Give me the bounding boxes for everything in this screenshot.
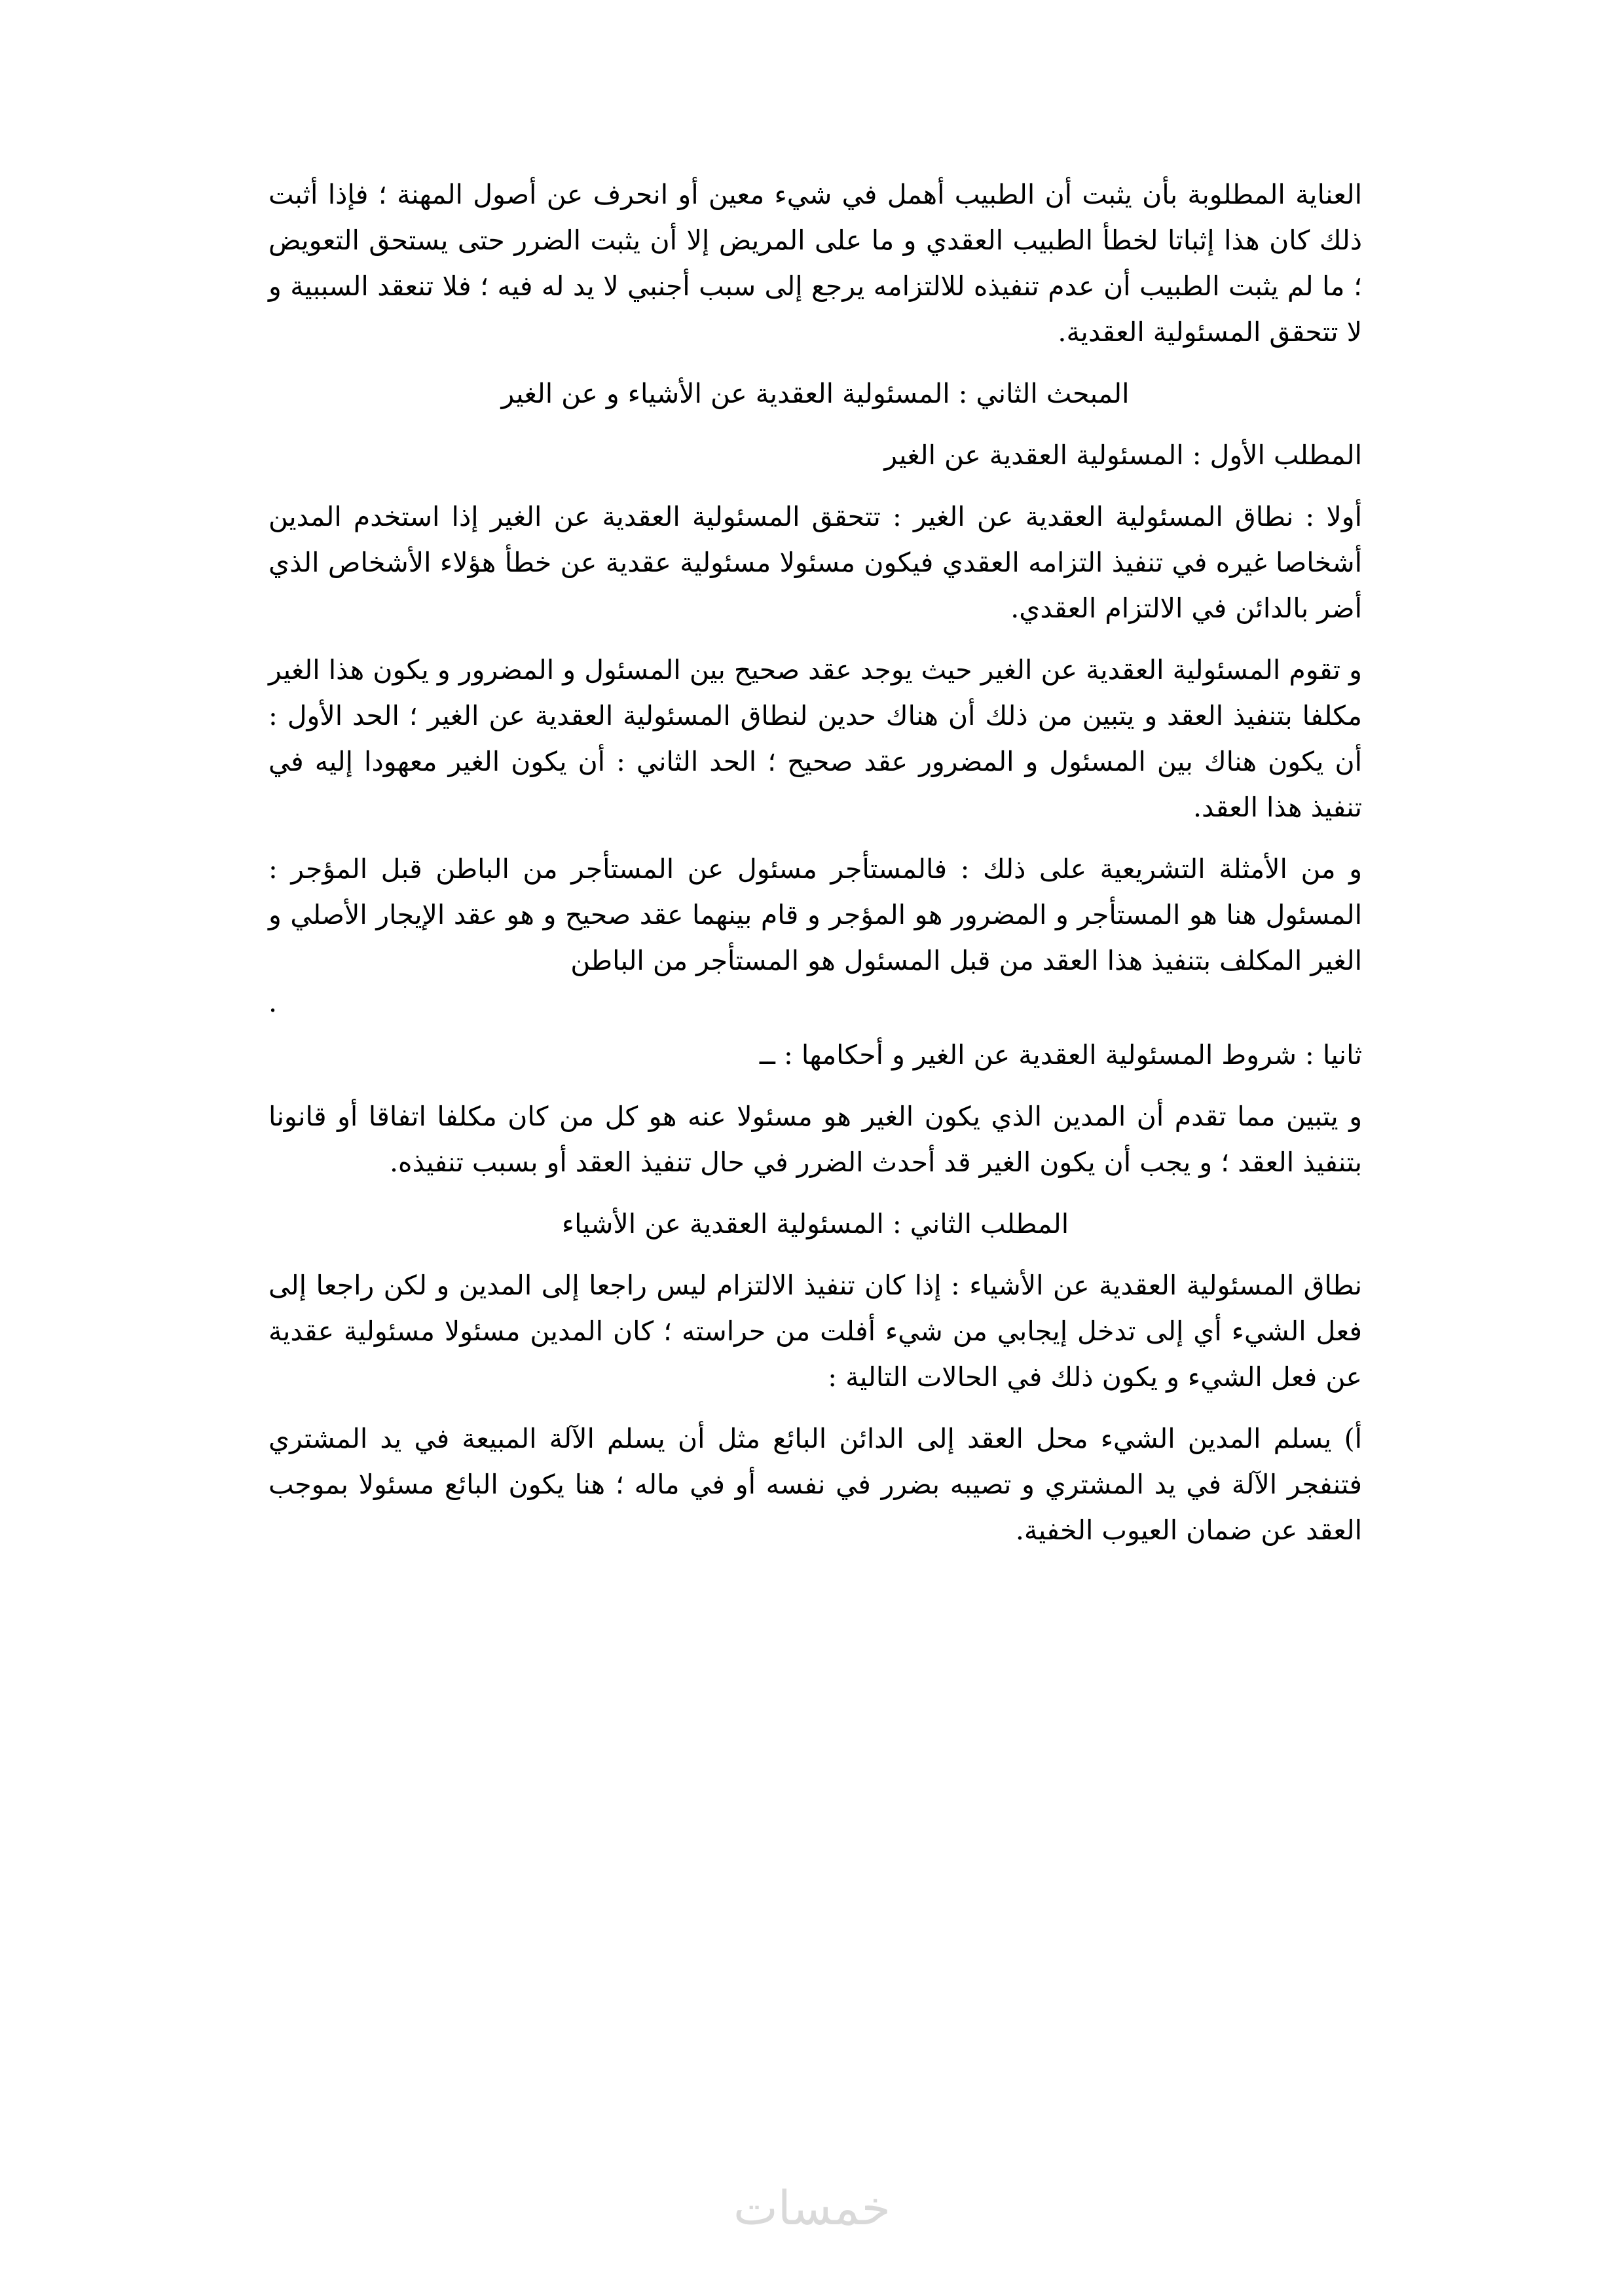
document-page (268, 172, 1362, 1569)
paragraph-legislative-examples: و من الأمثلة التشريعية على ذلك : فالمستأجر مسئول عن المستأجر من الباطن قبل المؤجر : المسئول هنا هو المستأجر و المضرور هو المؤجر و قام بينهما عقد صحيح و هو عقد الإيجار الأصلي و الغير المكلف بتنفيذ هذا العقد من قبل المسئول هو المستأجر من الباطن (268, 853, 1362, 976)
paragraph-case-a: أ) يسلم المدين الشيء محل العقد إلى الدائن البائع مثل أن يسلم الآلة المبيعة في يد المشتري فتنفجر الآلة في يد المشتري و تصيبه بضرر في نفسه أو في ماله ؛ هنا يكون البائع مسئولا بموجب العقد عن ضمان العيوب الخفية. (268, 1423, 1362, 1546)
paragraph-trailing-dot: . (268, 987, 278, 1018)
subsection-heading-matlab-1: المطلب الأول : المسئولية العقدية عن الغير (884, 439, 1362, 471)
paragraph-conditions: و يتبين مما تقدم أن المدين الذي يكون الغير هو مسئولا عنه هو كل من كان مكلفا اتفاقا أو قانونا بتنفيذ العقد ؛ و يجب أن يكون الغير قد أحدث الضرر في حال تنفيذ العقد أو بسبب تنفيذه. (268, 1101, 1362, 1178)
subsection-heading-matlab-2: المطلب الثاني : المسئولية العقدية عن الأشياء (561, 1208, 1069, 1239)
paragraph-medical-liability: العناية المطلوبة بأن يثبت أن الطبيب أهمل في شيء معين أو انحرف عن أصول المهنة ؛ فإذا أثبت ذلك كان هذا إثباتا لخطأ الطبيب العقدي و ما على المريض إلا أن يثبت الضرر حتى يستحق التعويض ؛ ما لم يثبت الطبيب أن عدم تنفيذه للالتزامه يرجع إلى سبب أجنبي لا يد له فيه ؛ فلا تنعقد السببية و لا تتحقق المسئولية العقدية. (268, 179, 1362, 348)
paragraph-scope-things: نطاق المسئولية العقدية عن الأشياء : إذا كان تنفيذ الالتزام ليس راجعا إلى المدين و لكن راجعا إلى فعل الشيء أي إلى تدخل إيجابي من شيء أفلت من حراسته ؛ كان المدين مسئولا مسئولية عقدية عن فعل الشيء و يكون ذلك في الحالات التالية : (268, 1270, 1362, 1393)
watermark-logo: خمسات (733, 2180, 891, 2235)
paragraph-two-limits: و تقوم المسئولية العقدية عن الغير حيث يوجد عقد صحيح بين المسئول و المضرور و يكون هذا الغير مكلفا بتنفيذ العقد و يتبين من ذلك أن هناك حدين لنطاق المسئولية العقدية عن الغير ؛ الحد الأول : أن يكون هناك بين المسئول و المضرور عقد صحيح ؛ الحد الثاني : أن يكون الغير معهودا إليه في تنفيذ هذا العقد. (268, 654, 1362, 823)
section-heading-mabhath-2: المبحث الثاني : المسئولية العقدية عن الأشياء و عن الغير (501, 378, 1130, 409)
paragraph-scope-third-party: أولا : نطاق المسئولية العقدية عن الغير : تتحقق المسئولية العقدية عن الغير إذا استخدم المدين أشخاصا غيره في تنفيذ التزامه العقدي فيكون مسئولا مسئولية عقدية عن خطأ هؤلاء الأشخاص الذي أضر بالدائن في الالتزام العقدي. (268, 501, 1363, 624)
subheading-conditions: ثانيا : شروط المسئولية العقدية عن الغير و أحكامها : ــ (759, 1039, 1362, 1071)
